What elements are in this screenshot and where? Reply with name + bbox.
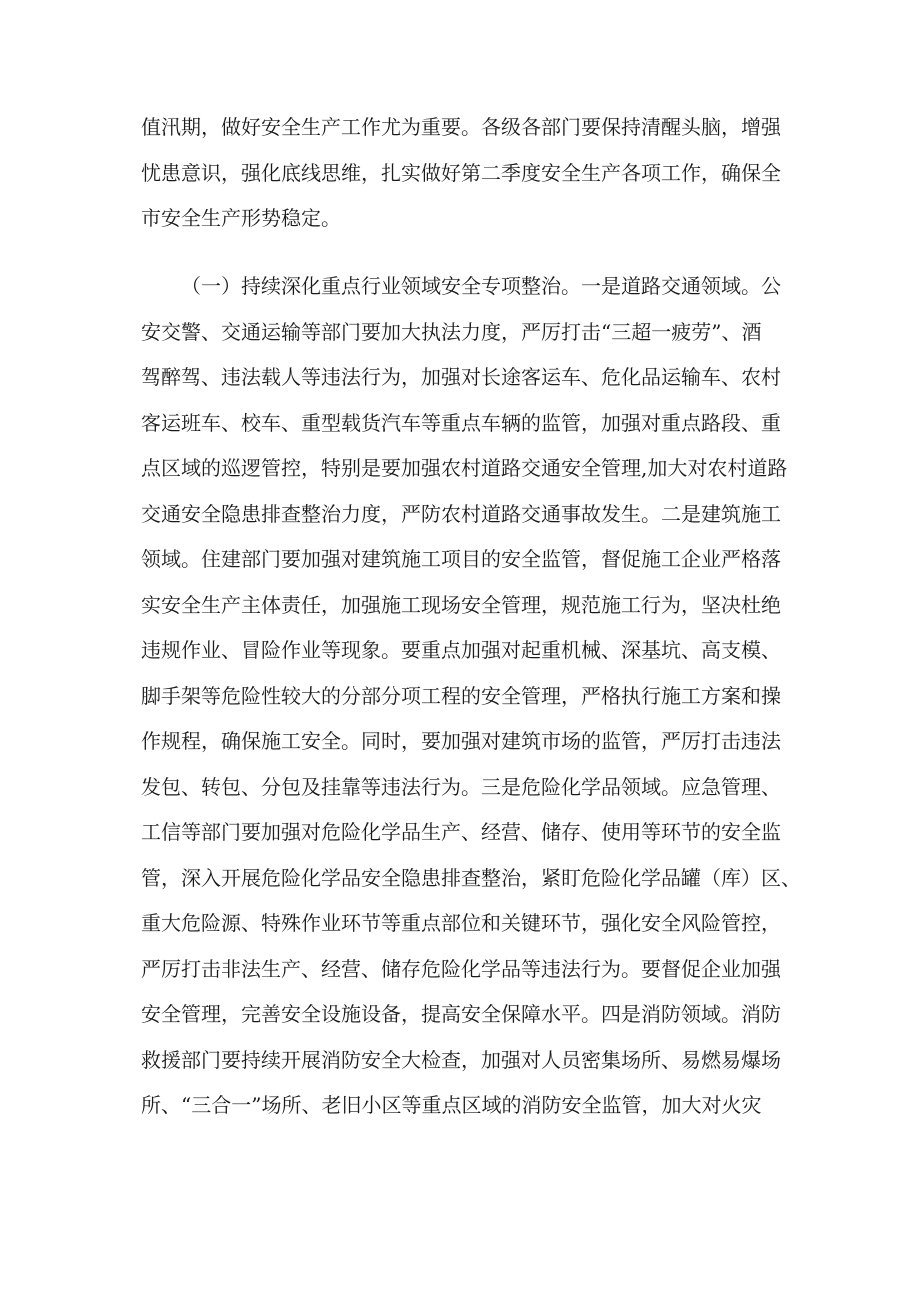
text-line: 脚手架等危险性较大的分部分项工程的安全管理，严格执行施工方案和操 <box>141 683 781 708</box>
text-line: 实安全生产主体责任，加强施工现场安全管理，规范施工行为，坚决杜绝 <box>141 592 781 617</box>
text-line: 所、“三合一”场所、老旧小区等重点区域的消防安全监管，加大对火灾 <box>141 1093 762 1117</box>
paragraph-intro-continuation <box>141 105 791 242</box>
text-line: 忧患意识，强化底线思维，扎实做好第二季度安全生产各项工作，确保全 <box>141 160 781 185</box>
text-line: 救援部门要持续开展消防安全大检查，加强对人员密集场所、易燃易爆场 <box>141 1047 781 1072</box>
text-line: 管，深入开展危险化学品安全隐患排查整治，紧盯危险化学品罐（库）区、 <box>141 865 801 890</box>
text-line: 交通安全隐患排查整治力度，严防农村道路交通事故发生。二是建筑施工 <box>141 501 781 526</box>
text-line: 市安全生产形势稳定。 <box>141 206 341 230</box>
text-line: 安全管理，完善安全设施设备，提高安全保障水平。四是消防领域。消防 <box>141 1002 781 1026</box>
text-line: 工信等部门要加强对危险化学品生产、经营、储存、使用等环节的安全监 <box>141 820 781 844</box>
text-line: 值汛期，做好安全生产工作尤为重要。各级各部门要保持清醒头脑，增强 <box>141 115 781 139</box>
text-line: （一）持续深化重点行业领域安全专项整治。一是道路交通领域。公 <box>181 274 781 298</box>
text-line: 作规程，确保施工安全。同时，要加强对建筑市场的监管，严厉打击违法 <box>141 729 781 753</box>
paragraph-section-one <box>141 264 801 1129</box>
text-line: 严厉打击非法生产、经营、储存危险化学品等违法行为。要督促企业加强 <box>141 956 781 981</box>
text-line: 领域。住建部门要加强对建筑施工项目的安全监管，督促施工企业严格落 <box>141 547 781 571</box>
text-line: 重大危险源、特殊作业环节等重点部位和关键环节，强化安全风险管控， <box>141 911 781 935</box>
text-line: 客运班车、校车、重型载货汽车等重点车辆的监管，加强对重点路段、重 <box>141 410 781 435</box>
text-line: 发包、转包、分包及挂靠等违法行为。三是危险化学品领域。应急管理、 <box>141 774 781 799</box>
text-line: 驾醉驾、违法载人等违法行为，加强对长途客运车、危化品运输车、农村 <box>141 365 781 389</box>
text-line: 安交警、交通运输等部门要加大执法力度，严厉打击“三超一疲劳”、酒 <box>141 319 762 344</box>
text-line: 违规作业、冒险作业等现象。要重点加强对起重机械、深基坑、高支模、 <box>141 638 781 662</box>
text-line: 点区域的巡逻管控，特别是要加强农村道路交通安全管理,加大对农村道路 <box>141 456 788 480</box>
